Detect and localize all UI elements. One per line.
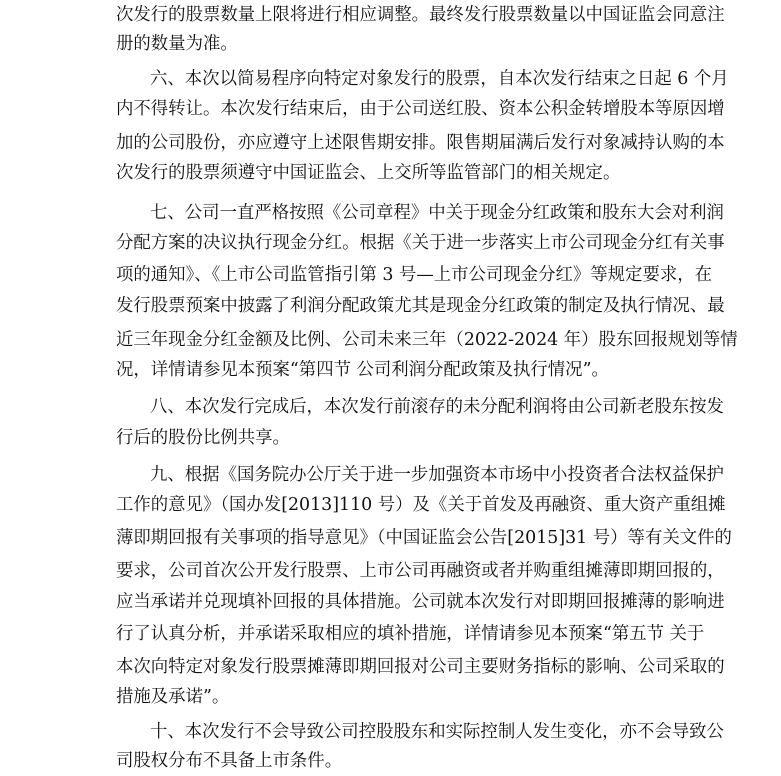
paragraph-10-line-2: 司股权分布不具备上市条件。 bbox=[116, 751, 343, 771]
paragraph-9-line-3: 薄即期回报有关事项的指导意见》（中国证监会公告[2015]31 号）等有关文件的 bbox=[116, 528, 732, 548]
paragraph-6-line-4: 次发行的股票须遵守中国证监会、上交所等监管部门的相关规定。 bbox=[116, 163, 621, 183]
paragraph-6-line-1: 六、本次以简易程序向特定对象发行的股票，自本次发行结束之日起 6 个月 bbox=[150, 69, 729, 89]
paragraph-7-line-4: 发行股票预案中披露了利润分配政策尤其是现金分红政策的制定及执行情况、最 bbox=[116, 296, 725, 316]
paragraph-8-line-1: 八、本次发行完成后，本次发行前滚存的未分配利润将由公司新老股东按发 bbox=[150, 397, 724, 417]
paragraph-9-line-4: 要求，公司首次公开发行股票、上市公司再融资或者并购重组摊薄即期回报的， bbox=[116, 561, 725, 581]
paragraph-8-line-2: 行后的股份比例共享。 bbox=[116, 428, 290, 448]
paragraph-7-line-1: 七、公司一直严格按照《公司章程》中关于现金分红政策和股东大会对利润 bbox=[150, 203, 724, 223]
paragraph-9-line-6: 行了认真分析，并承诺采取相应的填补措施，详情请参见本预案“第五节 关于 bbox=[116, 624, 705, 644]
paragraph-7-line-2: 分配方案的决议执行现金分红。根据《关于进一步落实上市公司现金分红有关事 bbox=[116, 233, 725, 253]
paragraph-9-line-5: 应当承诺并兑现填补回报的具体措施。公司就本次发行对即期回报摊薄的影响进 bbox=[116, 592, 725, 612]
paragraph-6-line-3: 加的公司股份，亦应遵守上述限售期安排。限售期届满后发行对象减持认购的本 bbox=[116, 133, 725, 153]
paragraph-7-line-3: 项的通知》、《上市公司监管指引第 3 号—上市公司现金分红》等规定要求，在 bbox=[116, 265, 713, 285]
paragraph-7-line-5: 近三年现金分红金额及比例、公司未来三年（2022-2024 年）股东回报规划等情 bbox=[116, 330, 738, 350]
paragraph-9-line-7: 本次向特定对象发行股票摊薄即期回报对公司主要财务指标的影响、公司采取的 bbox=[116, 657, 725, 677]
paragraph-10-line-1: 十、本次发行不会导致公司控股股东和实际控制人发生变化，亦不会导致公 bbox=[150, 722, 724, 742]
paragraph-5-line-1: 次发行的股票数量上限将进行相应调整。最终发行股票数量以中国证监会同意注 bbox=[116, 5, 725, 25]
paragraph-5-line-2: 册的数量为准。 bbox=[116, 34, 238, 54]
paragraph-9-line-8: 措施及承诺”。 bbox=[116, 687, 230, 707]
paragraph-9-line-2: 工作的意见》（国办发[2013]110 号）及《关于首发及再融资、重大资产重组摊 bbox=[116, 495, 726, 515]
paragraph-6-line-2: 内不得转让。本次发行结束后，由于公司送红股、资本公积金转增股本等原因增 bbox=[116, 99, 725, 119]
paragraph-9-line-1: 九、根据《国务院办公厅关于进一步加强资本市场中小投资者合法权益保护 bbox=[150, 465, 724, 485]
paragraph-7-line-6: 况，详情请参见本预案“第四节 公司利润分配政策及执行情况”。 bbox=[116, 360, 609, 380]
